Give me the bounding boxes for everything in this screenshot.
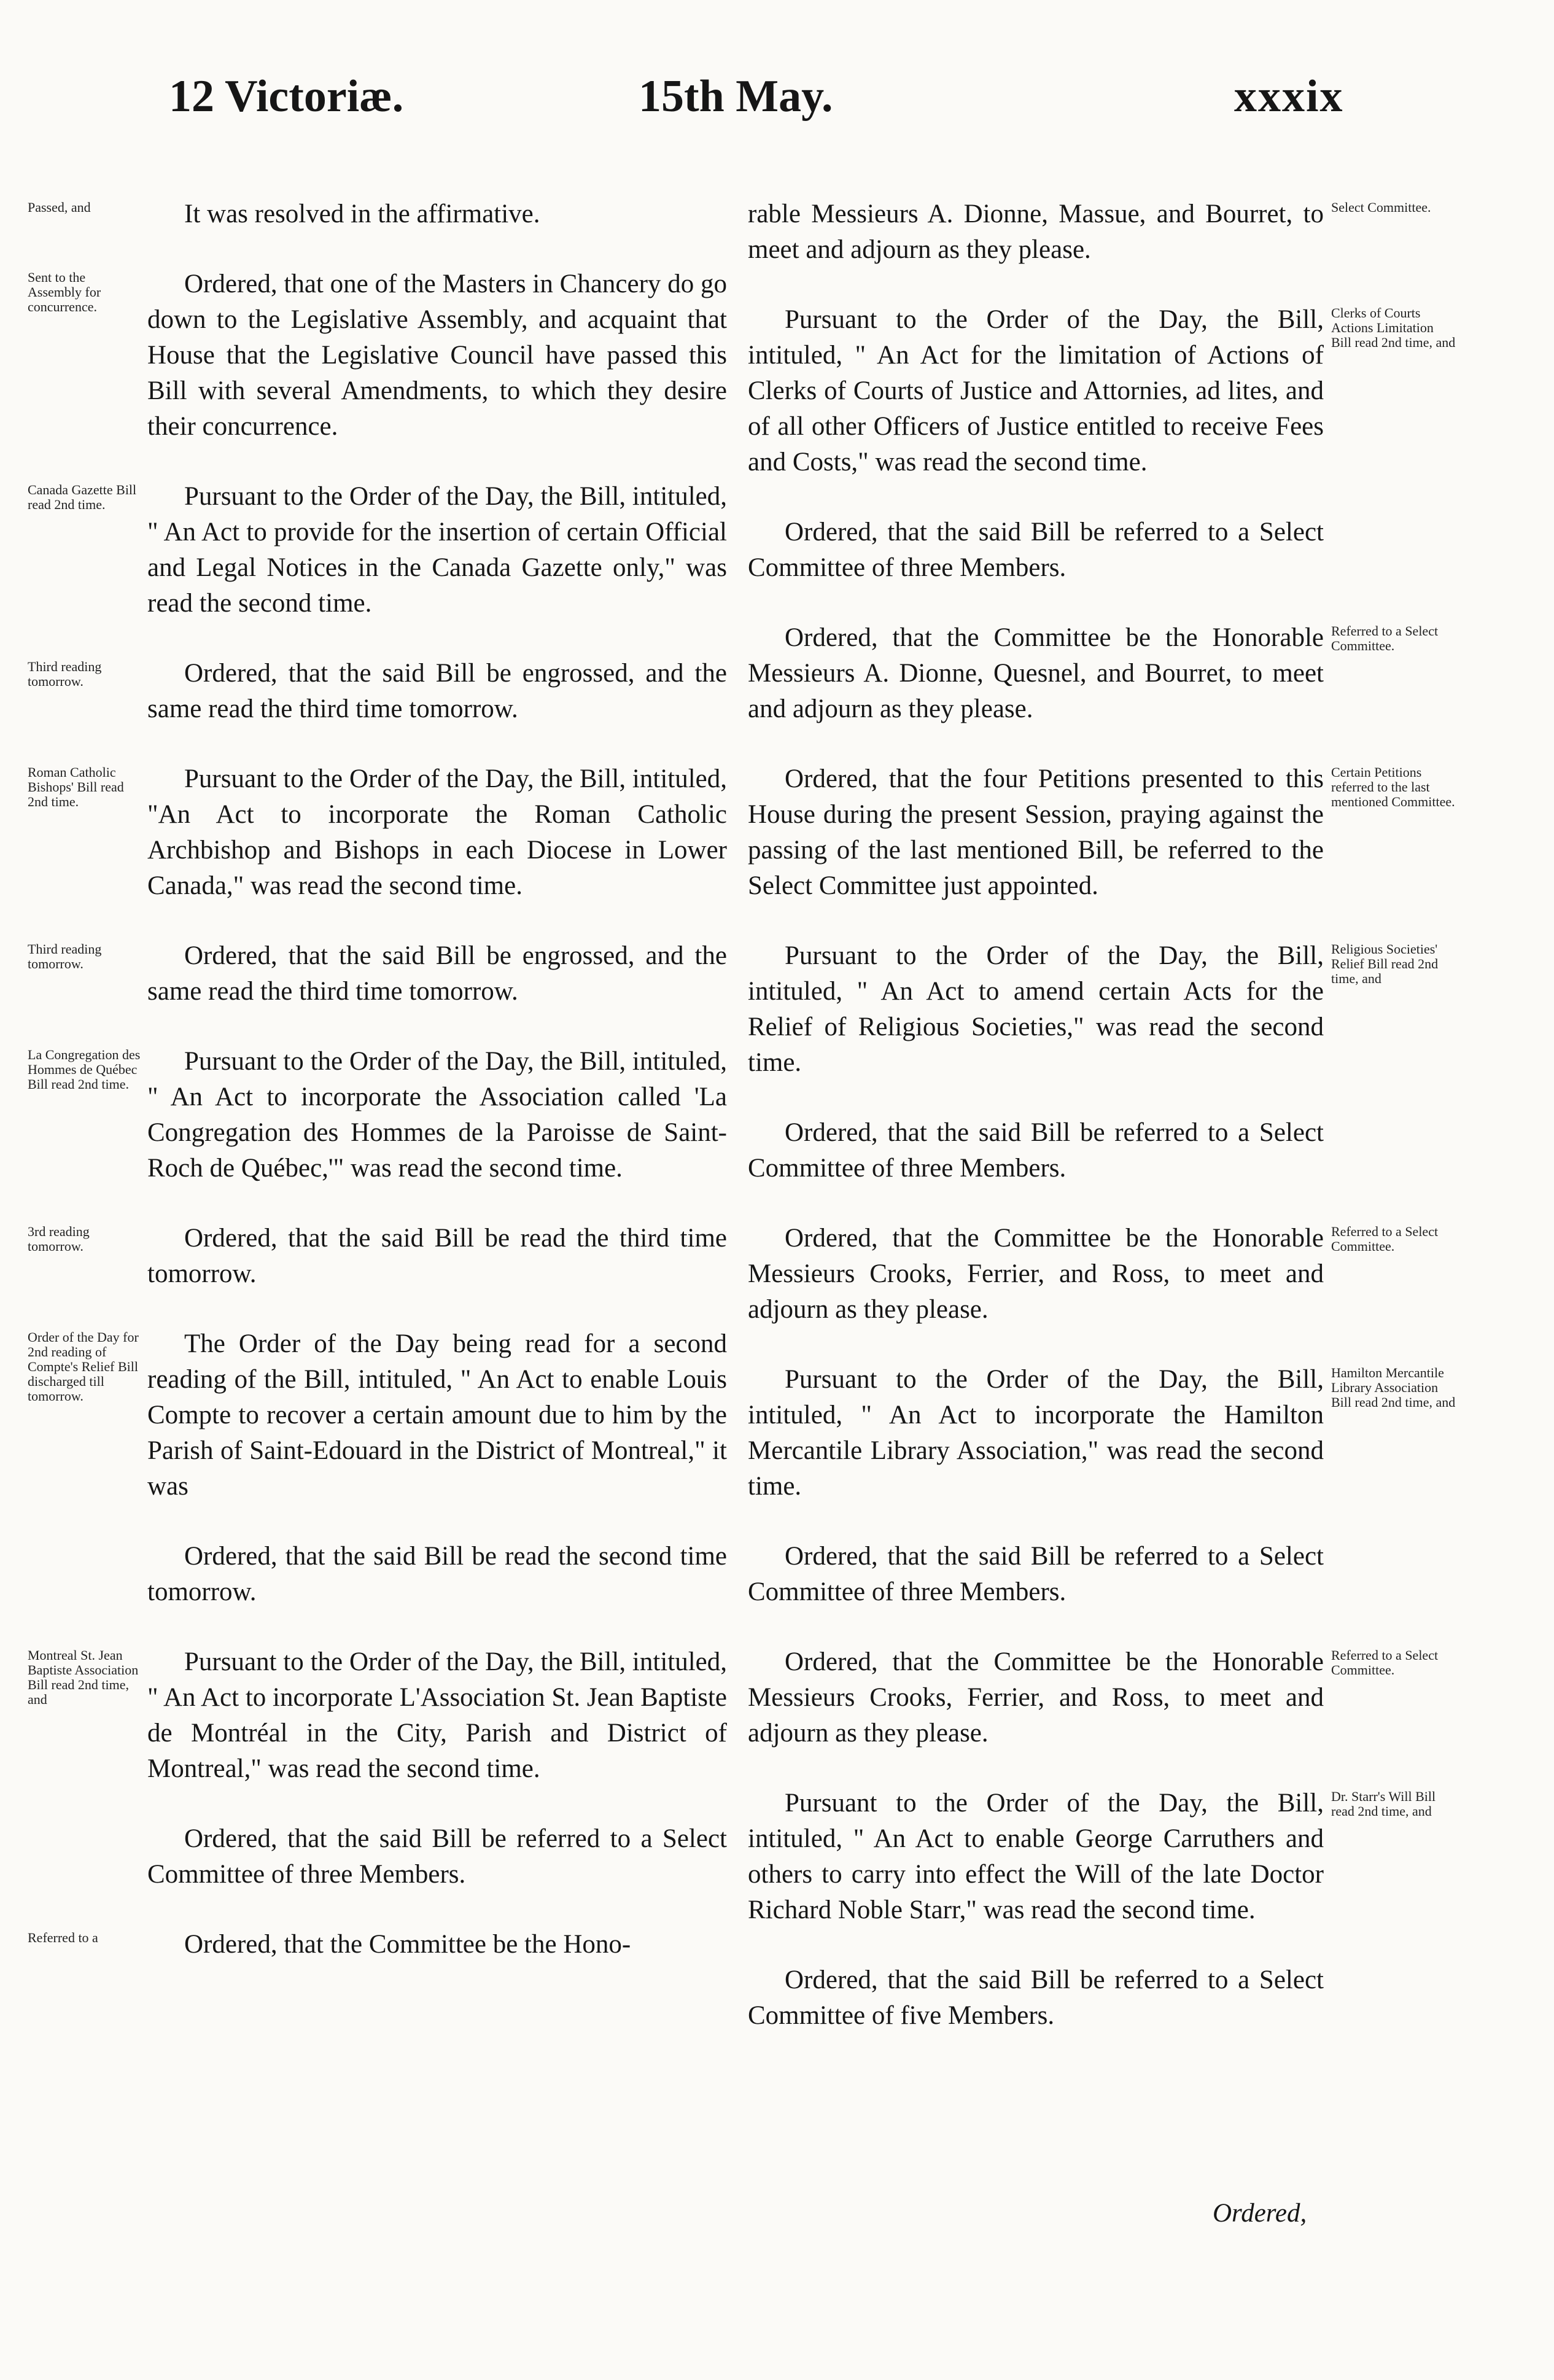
paragraph-text: rable Messieurs A. Dionne, Massue, and Bourret, to meet and adjourn as they please.	[748, 200, 1324, 264]
paragraph	[28, 1221, 727, 1292]
paragraph	[147, 1539, 727, 1610]
margin-note: Referred to a	[28, 1930, 98, 1945]
margin-note: Referred to a Select Committee.	[1331, 623, 1439, 653]
paragraph-text: Ordered, that the said Bill be read the third time tomorrow.	[147, 1224, 727, 1288]
header-page-number: xxxix	[1234, 71, 1344, 122]
paragraph-text: Ordered, that the said Bill be read the second time tomorrow.	[147, 1542, 727, 1606]
paragraph-text: Ordered, that the said Bill be engrossed, and the same read the third time tomorrow.	[147, 659, 727, 723]
paragraph-text: Ordered, that the said Bill be referred to a Select Committee of five Members.	[748, 1966, 1324, 2030]
header-center: 15th May.	[639, 71, 833, 122]
catchword: Ordered,	[1213, 2199, 1307, 2228]
paragraph-text: Ordered, that the said Bill be referred to a Select Committee of three Members.	[748, 1118, 1324, 1183]
paragraph	[748, 196, 1431, 268]
paragraph-text: The Order of the Day being read for a second reading of the Bill, intituled, " An Act to enable Louis Compte to recover a certain amount due to him by the Parish of Saint-Edouard in the District of Montreal," it was	[147, 1329, 727, 1501]
margin-note: Order of the Day for 2nd reading of Compte's Relief Bill discharged till tomorrow.	[28, 1329, 139, 1404]
paragraph	[28, 656, 727, 727]
paragraph-text: Ordered, that the Committee be the Honorable Messieurs Crooks, Ferrier, and Ross, to meet and adjourn as they please.	[748, 1224, 1324, 1324]
paragraph	[28, 761, 727, 904]
paragraph-text: Ordered, that the said Bill be referred to a Select Committee of three Members.	[748, 518, 1324, 582]
paragraph-text: Pursuant to the Order of the Day, the Bill, intituled, " An Act to incorporate the Hamilton Mercantile Library Association," was read the second time.	[748, 1365, 1324, 1501]
margin-note: Third reading tomorrow.	[28, 659, 102, 689]
margin-note: Montreal St. Jean Baptiste Association Bill read 2nd time, and	[28, 1647, 139, 1707]
margin-note: 3rd reading tomorrow.	[28, 1224, 90, 1254]
paragraph	[748, 1362, 1456, 1504]
paragraph	[28, 196, 727, 232]
paragraph	[28, 1644, 727, 1787]
paragraph-text: Pursuant to the Order of the Day, the Bill, intituled, "An Act to incorporate the Roman Catholic Archbishop and Bishops in each Diocese in Lower Canada," was read the second time.	[147, 764, 727, 900]
paragraph	[28, 266, 727, 445]
paragraph-text: Pursuant to the Order of the Day, the Bill, intituled, " An Act to incorporate the Association called 'La Congregation des Hommes de la Paroisse de Saint-Roch de Québec,'" was read the second time.	[147, 1047, 727, 1183]
paragraph-text: Ordered, that one of the Masters in Chancery do go down to the Legislative Assembly, and acquaint that House that the Legislative Council have passed this Bill with several Amendments, to which they desire their concurrence.	[147, 270, 727, 441]
right-column	[748, 196, 1456, 2034]
paragraph-text: Ordered, that the said Bill be referred to a Select Committee of three Members.	[748, 1542, 1324, 1606]
paragraph-text: It was resolved in the affirmative.	[184, 200, 540, 228]
paragraph-text: Pursuant to the Order of the Day, the Bill, intituled, " An Act to amend certain Acts for the Relief of Religious Societies," was read the second time.	[748, 941, 1324, 1077]
paragraph	[748, 1115, 1324, 1186]
paragraph	[147, 1821, 727, 1892]
margin-note: Hamilton Mercantile Library Association Bill read 2nd time, and	[1331, 1365, 1456, 1410]
margin-note: Referred to a Select Committee.	[1331, 1224, 1439, 1254]
margin-note: Passed, and	[28, 200, 91, 215]
margin-note: Third reading tomorrow.	[28, 941, 102, 971]
paragraph	[748, 1644, 1439, 1751]
paragraph-text: Pursuant to the Order of the Day, the Bill, intituled, " An Act to enable George Carruthers and others to carry into effect the Will of the late Doctor Richard Noble Starr," was read the second time.	[748, 1789, 1324, 1924]
paragraph	[748, 515, 1324, 586]
margin-note: Clerks of Courts Actions Limitation Bill read 2nd time, and	[1331, 305, 1456, 350]
margin-note: Select Committee.	[1331, 200, 1431, 215]
paragraph-text: Ordered, that the Committee be the Honorable Messieurs A. Dionne, Quesnel, and Bourret, to meet and adjourn as they please.	[748, 623, 1324, 723]
margin-note: Dr. Starr's Will Bill read 2nd time, and	[1331, 1789, 1436, 1819]
paragraph-text: Pursuant to the Order of the Day, the Bill, intituled, " An Act to provide for the insertion of certain Official and Legal Notices in the Canada Gazette only," was read the second time.	[147, 482, 727, 618]
paragraph-text: Ordered, that the Committee be the Hono-	[184, 1930, 631, 1959]
margin-note: Certain Petitions referred to the last mentioned Committee.	[1331, 764, 1455, 809]
paragraph	[28, 1044, 727, 1186]
paragraph-text: Pursuant to the Order of the Day, the Bill, intituled, " An Act to incorporate L'Association St. Jean Baptiste de Montréal in the City, Parish and District of Montreal," was read the second time.	[147, 1647, 727, 1783]
paragraph	[748, 1786, 1436, 1928]
margin-note: Sent to the Assembly for concurrence.	[28, 270, 101, 314]
paragraph	[748, 938, 1439, 1081]
margin-note: La Congregation des Hommes de Québec Bill read 2nd time.	[28, 1047, 141, 1092]
paragraph-text: Ordered, that the four Petitions presented to this House during the present Session, praying against the passing of the last mentioned Bill, be referred to the Select Committee just appointed.	[748, 764, 1324, 900]
paragraph-text: Pursuant to the Order of the Day, the Bill, intituled, " An Act for the limitation of Actions of Clerks of Courts of Justice and Attornies, ad lites, and of all other Officers of Justice entitled to receive Fees and Costs," was read the second time.	[748, 305, 1324, 476]
paragraph	[28, 1927, 727, 1962]
paragraph	[748, 1539, 1324, 1610]
margin-note: Referred to a Select Committee.	[1331, 1647, 1439, 1678]
paragraph	[748, 1962, 1324, 2034]
paragraph	[748, 620, 1439, 727]
paragraph	[748, 1221, 1439, 1328]
paragraph	[28, 938, 727, 1009]
left-column	[28, 196, 727, 1962]
paragraph-text: Ordered, that the said Bill be referred to a Select Committee of three Members.	[147, 1824, 727, 1889]
paragraph	[28, 1326, 727, 1504]
paragraph	[748, 761, 1455, 904]
paragraph-text: Ordered, that the Committee be the Honorable Messieurs Crooks, Ferrier, and Ross, to meet and adjourn as they please.	[748, 1647, 1324, 1748]
margin-note: Religious Societies' Relief Bill read 2nd time, and	[1331, 941, 1439, 986]
paragraph	[748, 302, 1456, 480]
paragraph-text: Ordered, that the said Bill be engrossed, and the same read the third time tomorrow.	[147, 941, 727, 1006]
paragraph	[28, 479, 727, 621]
header-left: 12 Victoriæ.	[169, 71, 404, 122]
margin-note: Canada Gazette Bill read 2nd time.	[28, 482, 137, 512]
margin-note: Roman Catholic Bishops' Bill read 2nd time.	[28, 764, 124, 809]
